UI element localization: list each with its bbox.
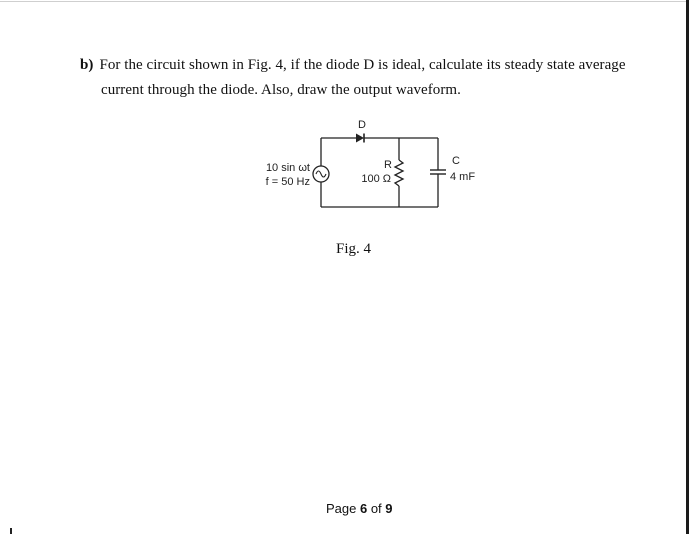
capacitor-value: 4 mF — [450, 171, 476, 183]
diode-symbol — [356, 134, 364, 143]
question-label: b) — [80, 57, 94, 73]
ac-source-icon — [313, 166, 329, 182]
left-border — [10, 528, 12, 534]
circuit-diagram — [228, 110, 528, 215]
page-prefix: Page — [326, 501, 360, 516]
right-border — [686, 0, 689, 534]
question-line-1 — [80, 57, 626, 74]
figure-caption: Fig. 4 — [336, 241, 372, 257]
question-text-1: For the circuit shown in Fig. 4, if the diode D is ideal, calculate its steady state average — [99, 57, 626, 73]
diode-label: D — [358, 119, 366, 131]
page-total: 9 — [385, 501, 393, 516]
resistor-symbol — [395, 160, 403, 186]
capacitor-label: C — [452, 155, 460, 167]
page-number — [326, 501, 393, 516]
source-expression: 10 sin ωt — [265, 162, 310, 174]
page-current: 6 — [359, 501, 368, 516]
question-line-2: current through the diode. Also, draw the output waveform. — [101, 82, 461, 98]
resistor-label: R — [384, 159, 392, 171]
capacitor-symbol — [430, 170, 446, 174]
source-frequency: f = 50 Hz — [265, 176, 310, 188]
top-border — [0, 1, 686, 2]
resistor-value: 100 Ω — [361, 173, 391, 185]
page-middle: of — [367, 501, 386, 516]
